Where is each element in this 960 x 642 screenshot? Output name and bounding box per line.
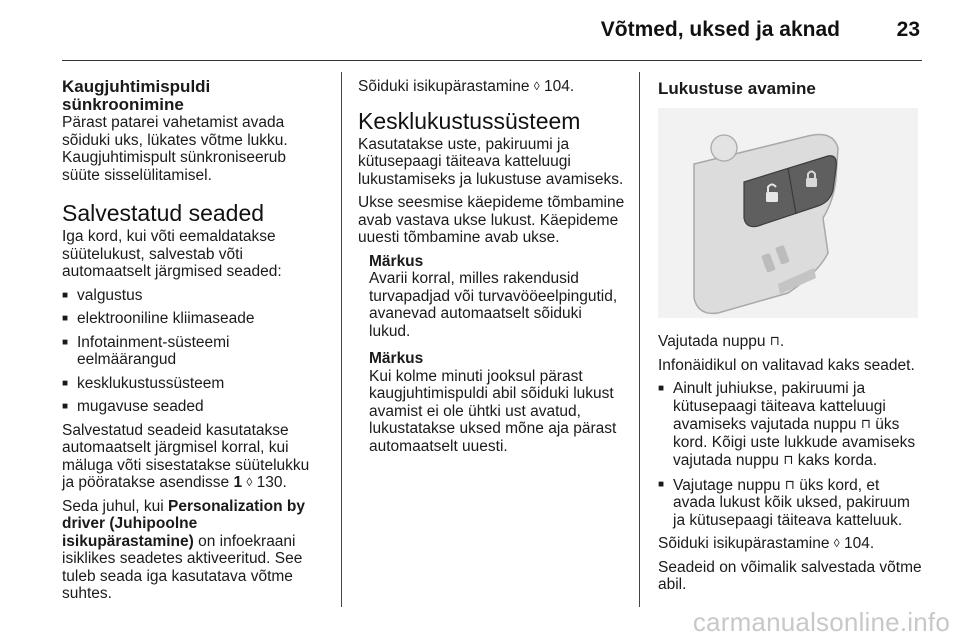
flip-key-icon [658, 108, 918, 318]
list-item: ■ kesklukustussüsteem [62, 375, 324, 393]
central-text-2: Ukse seesmise käepideme tõmbamine avab vastava ukse lukust. Käepideme uuesti tõmbamine avab ukse. [358, 194, 625, 246]
press-button-instruction [658, 332, 924, 351]
section-heading-central-locking: Kesklukustussüsteem [358, 107, 581, 134]
page-number: 23 [896, 18, 920, 41]
cross-reference [658, 535, 924, 553]
unlock-button-icon: ⊓ [769, 333, 780, 348]
central-text-1: Kasutatakse uste, pakiruumi ja kütusepaagi täiteava katteluugi lukustamiseks ja lukustuse avamiseks. [358, 135, 624, 188]
unlock-button-icon: ⊓ [784, 476, 795, 492]
page-reference[interactable]: 104. [839, 535, 875, 552]
unlock-button-icon: ⊓ [860, 416, 871, 431]
saved-usage-paragraph [62, 422, 324, 492]
text-span: Sõiduki isikupärastamine [358, 78, 534, 95]
text-span: . [779, 333, 785, 350]
reference-arrow-icon: ◊ [246, 475, 253, 489]
text-span: Vajutada nuppu [658, 333, 770, 350]
page-reference[interactable]: 130. [252, 474, 287, 491]
save-settings-text: Seadeid on võimalik salvestada võtme abil. [658, 558, 922, 593]
text-span: Seda juhul, kui [62, 497, 168, 515]
text-span: üks kord, et avada lukust kõik uksed, pakiruum ja kütusepaagi täiteava katteluuk. [673, 476, 910, 529]
reference-arrow-icon: ◊ [833, 536, 840, 550]
page-reference[interactable]: 104. [539, 78, 575, 95]
column-divider [639, 72, 640, 607]
list-item: ■ Infotainment-süsteemi eelmäärangud [62, 334, 324, 369]
text-span: üks kord. Kõigi uste lukkude avamiseks vajutada nuppu [673, 416, 916, 469]
text-span: Vajutage nuppu [673, 476, 785, 494]
text-span: Ainult juhiukse, pakiruumi ja kütusepaagi täiteava katteluugi avamiseks vajutada nuppu [673, 380, 886, 433]
position-number: 1 [233, 474, 243, 491]
sync-text: Pärast patarei vahetamist avada sõiduki uks, lükates võtme lukku. Kaugjuhtimispult sünkroniseerub süüte sisselülitamisel. [62, 114, 288, 184]
header-title: Võtmed, uksed ja aknad [600, 18, 840, 41]
info-display-text: Infonäidikul on valitavad kaks seadet. [658, 356, 915, 374]
section-heading-sync: Kaugjuhtimispuldi sünkroonimine [62, 77, 211, 114]
note-box [358, 253, 626, 456]
unlock-options-list [658, 380, 924, 529]
column-middle [358, 72, 626, 461]
watermark: carmanualsonline.info [692, 607, 950, 637]
column-right [658, 72, 924, 600]
list-item: ■ elektrooniline kliimaseade [62, 310, 324, 328]
list-item: ■ mugavuse seaded [62, 398, 324, 416]
personalization-paragraph [62, 498, 324, 603]
column-left [62, 72, 324, 609]
page-header [62, 0, 922, 61]
note-text: Kui kolme minuti jooksul pärast kaugjuhtimispuldi abil sõiduki lukust avamist ei ole ühtki ust avatud, lukustatakse uksed mõne aja pärast automaatselt uuesti. [369, 367, 617, 455]
cross-reference [358, 78, 626, 96]
list-item [658, 476, 924, 530]
section-heading-unlock: Lukustuse avamine [658, 79, 816, 98]
text-span: kaks korda. [793, 452, 878, 469]
reference-arrow-icon: ◊ [533, 79, 540, 93]
section-heading-saved: Salvestatud seaded [62, 200, 265, 226]
note-text: Avarii korral, milles rakendusid turvapadjad või turvavööeelpingutid, avanevad automaatselt sõiduki lukud. [369, 270, 618, 340]
unlock-button-icon: ⊓ [783, 452, 794, 467]
list-item: ■ valgustus [62, 287, 324, 305]
saved-settings-list [62, 287, 324, 416]
text-span: Sõiduki isikupärastamine [658, 535, 834, 552]
text-span: on infoekraani isiklikes seadetes aktiveeritud. See tuleb seada iga kasutatava võtme suhtes. [62, 532, 303, 602]
column-divider [341, 72, 342, 607]
menu-setting-name: Personalization by driver (Juhipoolne isikupärastamine) [62, 497, 305, 550]
note-title: Märkus [369, 350, 424, 367]
saved-intro: Iga kord, kui võti eemaldatakse süütelukust, salvestab võti automaatselt järgmised seaded: [62, 228, 282, 280]
note-title: Märkus [369, 252, 424, 270]
list-item [658, 380, 924, 470]
text-span: Salvestatud seadeid kasutatakse automaatselt järgmisel korral, kui mäluga võti sisestatakse süütelukku ja pööratakse asendisse [62, 421, 310, 491]
